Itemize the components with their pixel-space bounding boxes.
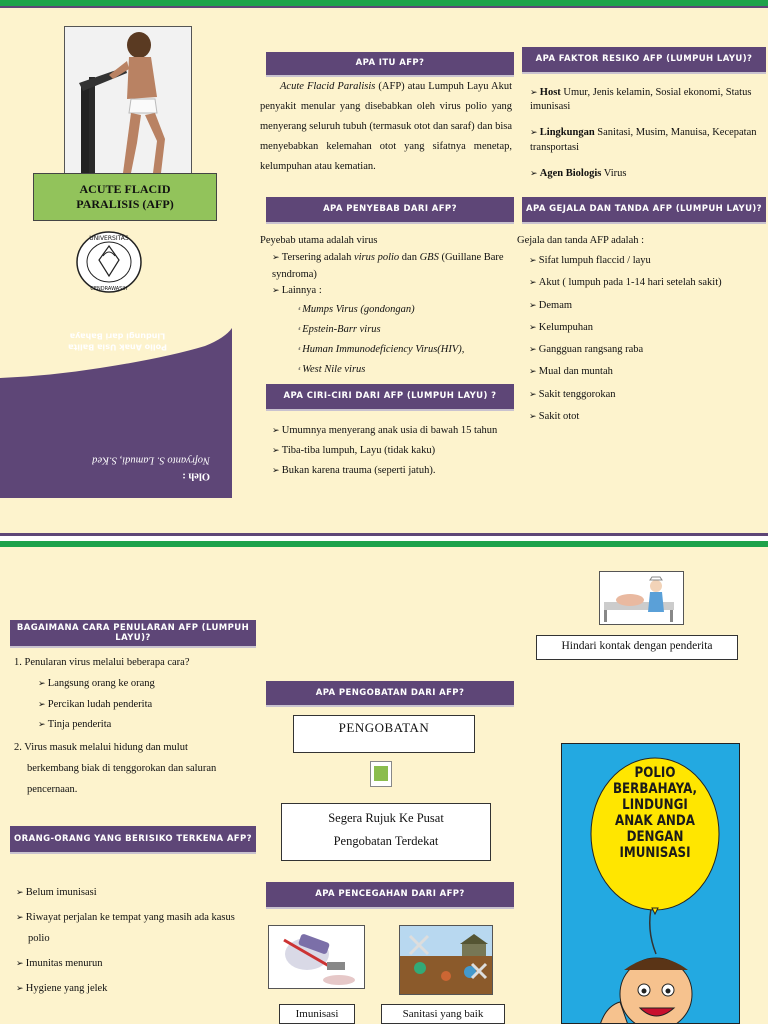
logo-text-top: UNIVERSITAS xyxy=(89,235,129,242)
penyebab-other-3: ⁴ Human Immunodeficiency Virus(HIV), xyxy=(298,340,512,360)
poster-line-5: DENGAN xyxy=(626,828,684,845)
header-berisiko: ORANG-ORANG YANG BERISIKO TERKENA AFP? xyxy=(10,826,256,854)
faktor-text-lingkungan: Sanitasi, Musim, Manuisa, Kecepatan transportasi xyxy=(530,127,757,153)
pengobatan-box xyxy=(293,715,475,753)
header-pencegahan: APA PENCEGAHAN DARI AFP? xyxy=(266,882,514,909)
faktor-item-host xyxy=(530,86,762,114)
poster-line-4: ANAK ANDA xyxy=(615,812,695,829)
divider-green xyxy=(0,541,768,547)
ciri-item: ➢ Bukan karena trauma (seperti jatuh). xyxy=(272,463,508,479)
penularan-sub: ➢ Tinja penderita xyxy=(38,717,260,733)
flipped-line-1: Polio Anak Usia Balita xyxy=(68,342,167,352)
flipped-by: Oleh : xyxy=(182,470,210,482)
logo-text-bottom: CENDRAWASIH xyxy=(90,286,128,292)
penularan-p1: 1. Penularan virus melalui beberapa cara? xyxy=(14,657,190,668)
cover-title xyxy=(33,173,217,221)
apa-itu-text-2: penyakit menular yang disebabkan oleh virus polio yang menyerang seluruh tubuh (termasuk otot dan saraf) dan bisa menyebabkan kelemahan otot yang sifatnya menetap, kelumpuhan atau kematian. xyxy=(260,100,512,172)
apa-itu-italic: Acute Flacid Paralisis xyxy=(280,81,376,92)
gejala-intro: Gejala dan tanda AFP adalah : xyxy=(517,235,645,246)
penularan-subs xyxy=(14,676,260,733)
caption-imunisasi xyxy=(279,1004,355,1024)
header-pengobatan: APA PENGOBATAN DARI AFP? xyxy=(266,681,514,707)
berisiko-item: ➢ Imunitas menurun xyxy=(16,953,256,974)
penularan-sub: ➢ Percikan ludah penderita xyxy=(38,697,260,713)
gejala-item: ➢ Sakit otot xyxy=(529,409,765,424)
poster-line-2: BERBAHAYA, xyxy=(612,780,698,797)
flipped-author: Nofryanto S. Lamudi, S.Ked xyxy=(92,454,210,466)
rujuk-line-2: Pengobatan Terdekat xyxy=(333,834,439,849)
berisiko-item: ➢ Belum imunisasi xyxy=(16,882,256,903)
rujuk-line-1: Segera Rujuk Ke Pusat xyxy=(328,811,444,825)
rujuk-box xyxy=(281,803,491,861)
nurse-image xyxy=(599,571,684,625)
gejala-item: ➢ Kelumpuhan xyxy=(529,320,765,335)
gejala-list xyxy=(517,253,765,424)
hindari-text: Hindari kontak dengan penderita xyxy=(561,640,713,652)
penularan-p2-line-1: 2. Virus masuk melalui hidung dan mulut xyxy=(14,742,188,753)
penyebab-intro: Peyebab utama adalah virus xyxy=(260,235,378,246)
faktor-text-agen: Virus xyxy=(601,167,627,179)
cover-flipped-subtitle xyxy=(30,330,205,352)
berisiko-item: ➢ Hygiene yang jelek xyxy=(16,978,256,999)
caption-sanitasi-text: Sanitasi yang baik xyxy=(402,1008,484,1020)
ciri-item: ➢ Umumnya menyerang anak usia di bawah 15 tahun xyxy=(272,423,508,439)
tersering-italic-2: GBS xyxy=(419,251,439,263)
ciri-item: ➢ Tiba-tiba lumpuh, Layu (tidak kaku) xyxy=(272,443,508,459)
ciri-list xyxy=(272,423,508,478)
berisiko-list xyxy=(16,882,256,999)
penyebab-other-1: ⁴ Mumps Virus (gondongan) xyxy=(298,300,512,320)
faktor-label-host: Host xyxy=(539,87,561,98)
penyebab-other-4: ⁴ West Nile virus xyxy=(298,360,512,380)
faktor-item-agen xyxy=(530,167,762,181)
polio-poster xyxy=(561,743,740,1024)
penularan-p2-line-2: berkembang biak di tenggorokan dan saluran xyxy=(27,763,217,774)
header-ciri: APA CIRI-CIRI DARI AFP (LUMPUH LAYU) ? xyxy=(266,384,514,411)
header-apa-itu: APA ITU AFP? xyxy=(266,52,514,77)
sanitasi-image xyxy=(399,925,493,995)
faktor-list xyxy=(530,86,762,181)
gejala-item: ➢ Gangguan rangsang raba xyxy=(529,342,765,357)
tersering-italic-1: virus polio xyxy=(353,251,400,263)
faktor-text-host: Umur, Jenis kelamin, Sosial ekonomi, Status imunisasi xyxy=(530,87,752,113)
cover-flipped-author xyxy=(30,452,210,484)
gejala-item: ➢ Sifat lumpuh flaccid / layu xyxy=(529,253,765,268)
top-purple-line xyxy=(0,6,768,8)
faktor-label-agen: Agen Biologis xyxy=(539,167,602,179)
poster-line-6: IMUNISASI xyxy=(619,844,691,861)
penyebab-body xyxy=(260,233,512,380)
gejala-body xyxy=(517,233,765,424)
apa-itu-text-1: (AFP) atau Lumpuh Layu Akut xyxy=(375,81,512,92)
tersering-pre: Tersering adalah xyxy=(281,251,354,263)
gejala-item: ➢ Mual dan muntah xyxy=(529,364,765,379)
university-logo xyxy=(75,230,143,294)
tersering-post: (Guillane Bare syndroma) xyxy=(272,251,504,280)
apa-itu-body xyxy=(260,77,512,177)
hindari-box xyxy=(536,635,738,660)
caption-imunisasi-text: Imunisasi xyxy=(295,1008,339,1020)
caption-sanitasi xyxy=(381,1004,505,1024)
faktor-label-lingkungan: Lingkungan xyxy=(539,127,595,139)
flipped-line-2: Lindungi dari Bahaya xyxy=(69,331,166,341)
header-faktor: APA FAKTOR RESIKO AFP (LUMPUH LAYU)? xyxy=(522,47,766,74)
poster-text xyxy=(599,766,711,862)
header-gejala: APA GEJALA DAN TANDA AFP (LUMPUH LAYU)? xyxy=(522,197,766,224)
penyebab-others xyxy=(260,300,512,380)
imunisasi-image xyxy=(268,925,365,989)
berisiko-item: ➢ Riwayat perjalan ke tempat yang masih ada kasus polio xyxy=(16,907,256,949)
penularan-p2 xyxy=(14,737,260,800)
header-penularan: BAGAIMANA CARA PENULARAN AFP (LUMPUH LAYU)? xyxy=(10,620,256,648)
penyebab-tersering xyxy=(260,250,512,284)
child-photo xyxy=(64,26,192,176)
cover-title-text: ACUTE FLACID PARALISIS (AFP) xyxy=(76,182,174,211)
penularan-body xyxy=(14,655,260,800)
penularan-p2-line-3: pencernaan. xyxy=(27,784,78,795)
poster-line-3: LINDUNGI xyxy=(622,796,688,813)
tersering-mid: dan xyxy=(399,251,420,263)
penularan-sub: ➢ Langsung orang ke orang xyxy=(38,676,260,692)
gejala-item: ➢ Akut ( lumpuh pada 1-14 hari setelah sakit) xyxy=(529,275,765,290)
gejala-item: ➢ Sakit tenggorokan xyxy=(529,387,765,402)
faktor-item-lingkungan xyxy=(530,126,762,154)
header-penyebab: APA PENYEBAB DARI AFP? xyxy=(266,197,514,224)
penyebab-other-2: ⁴ Epstein-Barr virus xyxy=(298,320,512,340)
penyebab-lainnya: ➢ Lainnya : xyxy=(260,283,512,300)
arrow-indicator xyxy=(370,761,392,787)
pengobatan-title: PENGOBATAN xyxy=(338,720,430,735)
poster-line-1: POLIO xyxy=(634,765,676,781)
gejala-item: ➢ Demam xyxy=(529,298,765,313)
